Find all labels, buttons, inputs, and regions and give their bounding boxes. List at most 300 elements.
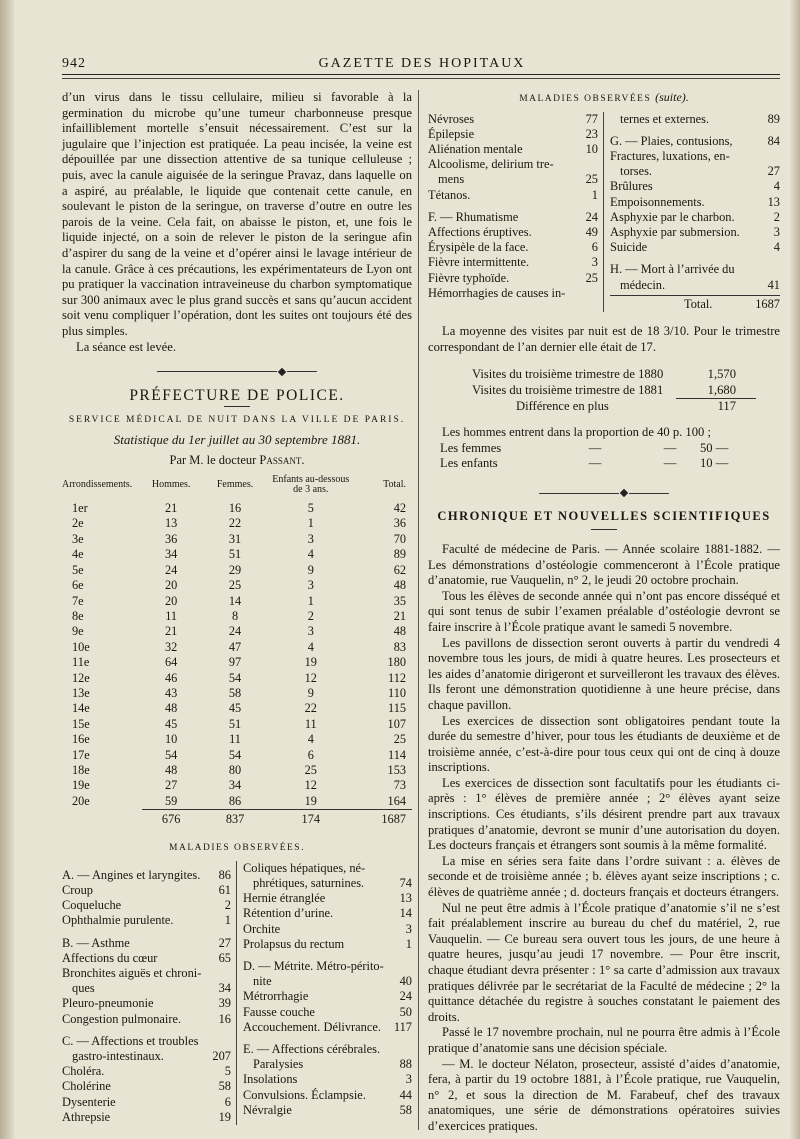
- cell-hommes: 10: [165, 732, 178, 747]
- disease-label: Asphyxie par le charbon.: [610, 209, 735, 224]
- list-item: [243, 922, 412, 937]
- table-row: [62, 501, 412, 516]
- proportion-value: 10 —: [700, 456, 729, 471]
- list-item: [62, 981, 231, 996]
- list-item: [610, 164, 780, 179]
- cell-femmes: 80: [228, 762, 242, 777]
- list-item: [62, 996, 231, 1011]
- disease-label: G. — Plaies, contusions,: [610, 133, 733, 148]
- category-row: [62, 936, 231, 951]
- chronique-paragraph: Tous les élèves de seconde année qui n’ont pas encore disséqué et qui sont tenus de subir l’examen préalable d’ostéologie devront se faire inscrire à l’École pratique avant le samedi 5 novembre.: [428, 588, 780, 634]
- list-item: [243, 1072, 412, 1087]
- page-number: 942: [62, 56, 86, 71]
- cell-arrondissement: 17e: [72, 747, 90, 762]
- disease-label: Cholérine: [62, 1079, 111, 1094]
- disease-label: Hernie étranglée: [243, 891, 326, 906]
- col-header-arr: Arrondissements.: [62, 479, 133, 491]
- table-row: [62, 763, 412, 778]
- cell-enfants: 4: [307, 639, 314, 654]
- disease-count: 58: [399, 1102, 412, 1117]
- cell-hommes: 48: [165, 762, 178, 777]
- cell-arrondissement: 8e: [72, 608, 84, 623]
- cell-total: 21: [393, 608, 406, 623]
- header-rule-thin: [62, 78, 780, 79]
- byline-name: Passant.: [259, 453, 305, 468]
- disease-label: F. — Rhumatisme: [428, 209, 519, 224]
- disease-label: nite: [253, 974, 272, 989]
- chronique-paragraph: Faculté de médecine de Paris. — Année scolaire 1881-1882. — Les démonstrations d’ostéologie commenceront à l’École pratique d’anatomie, rue Vauquelin, n° 2, le jeudi 20 octobre prochain.: [428, 541, 780, 588]
- list-item: [62, 1095, 231, 1110]
- cell-enfants: 6: [307, 747, 314, 762]
- cell-femmes: 51: [228, 716, 242, 731]
- list-item: [428, 286, 598, 301]
- list-item: [62, 1049, 231, 1064]
- disease-label: phrétiques, saturnines.: [253, 875, 365, 890]
- disease-label: Affections éruptives.: [428, 225, 532, 240]
- disease-label: Affections du cœur: [62, 950, 158, 965]
- cell-hommes: 43: [165, 685, 178, 700]
- moyenne-paragraph: La moyenne des visites par nuit est de 18 3/10. Pour le trimestre correspondant de l’an dernier elle était de 17.: [428, 324, 780, 354]
- suite-title: [428, 90, 780, 108]
- cell-total: 114: [388, 747, 406, 762]
- proportion-block: [428, 425, 780, 472]
- cell-arrondissement: 19e: [72, 778, 90, 793]
- total-cell: 676: [142, 810, 201, 830]
- cell-arrondissement: 9e: [72, 624, 84, 639]
- table-row: [62, 609, 412, 624]
- total-value: 1687: [755, 296, 780, 311]
- disease-count: [576, 157, 598, 172]
- disease-count: [390, 1042, 412, 1057]
- disease-count: 2: [773, 209, 780, 224]
- suite-title-suffix: (suite).: [655, 90, 689, 104]
- cell-enfants: 2: [307, 608, 314, 623]
- disease-label: Ophthalmie purulente.: [62, 913, 174, 928]
- chronique-paragraph: Nul ne peut être admis à l’École pratique d’anatomie s’il ne s’est fait préalablement inscrire au bureau du chef du matériel, 2, rue Vauquelin. — Ce bureau sera ouvert tous les jours, de une heure à quatre heures, jusqu’au jeudi 17 novembre. — Pour être inscrit, chaque étudiant devra présenter : 1° sa carte d’admission aux travaux pratiques délivrée par le secrétariat de la Faculté de médecine ; 2° la quittance détachée du registre à souches constatant le paiement des droits.: [428, 900, 780, 1024]
- table-row: [62, 594, 412, 609]
- disease-count: 13: [767, 194, 780, 209]
- list-item: [243, 1103, 412, 1118]
- maladies-title: MALADIES OBSERVÉES.: [169, 843, 305, 854]
- journal-title: GAZETTE DES HOPITAUX: [318, 56, 526, 71]
- table-row: [62, 748, 412, 763]
- category-row: [610, 134, 780, 149]
- disease-label: D. — Métrite. Métro-périto-: [243, 959, 384, 973]
- title-rule: [224, 406, 250, 407]
- table-row: [62, 640, 412, 655]
- byline-prefix: Par M. le docteur: [169, 453, 257, 468]
- difference-value: 117: [717, 399, 736, 414]
- maladies-left-list: [62, 861, 237, 1125]
- difference-label: Différence en plus: [516, 399, 609, 414]
- cell-hommes: 11: [165, 608, 178, 623]
- cell-hommes: 13: [165, 516, 178, 531]
- disease-count: 117: [393, 1019, 412, 1034]
- cell-total: 73: [393, 778, 406, 793]
- disease-count: 14: [399, 906, 412, 921]
- cell-arrondissement: 13e: [72, 685, 90, 700]
- list-item: [610, 278, 780, 293]
- disease-count: 24: [585, 209, 598, 224]
- disease-count: 44: [399, 1087, 412, 1102]
- disease-label: Alcoolisme, delirium tre-: [428, 157, 554, 172]
- visit-label: Visites du troisième trimestre de 1881: [472, 382, 664, 397]
- list-item: [428, 172, 598, 187]
- list-item: [243, 937, 412, 952]
- table-row: [62, 686, 412, 701]
- table-row: [62, 671, 412, 686]
- cell-femmes: 54: [228, 747, 242, 762]
- disease-label: Prolapsus du rectum: [243, 936, 345, 951]
- cell-femmes: 14: [228, 593, 242, 608]
- disease-count: 4: [773, 179, 780, 194]
- disease-label: E. — Affections cérébrales.: [243, 1042, 381, 1057]
- cell-arrondissement: 14e: [72, 701, 90, 716]
- cell-hommes: 21: [165, 501, 178, 516]
- col-header-hommes: Hommes.: [151, 479, 191, 491]
- disease-label: Orchite: [243, 921, 281, 936]
- list-item: [62, 1110, 231, 1125]
- list-item: [610, 240, 780, 255]
- disease-count: 88: [399, 1057, 412, 1072]
- disease-count: 27: [218, 935, 231, 950]
- cell-hommes: 48: [165, 701, 178, 716]
- table-row: [62, 516, 412, 531]
- cell-arrondissement: 10e: [72, 639, 90, 654]
- cell-hommes: 21: [165, 624, 178, 639]
- disease-count: 74: [399, 875, 412, 890]
- cell-arrondissement: 7e: [72, 593, 84, 608]
- disease-count: [758, 149, 780, 164]
- arrondissement-table: [62, 475, 412, 829]
- disease-label: Fractures, luxations, en-: [610, 149, 730, 163]
- disease-label: Pleuro-pneumonie: [62, 996, 154, 1011]
- cell-enfants: 25: [304, 762, 317, 777]
- cell-femmes: 29: [228, 562, 242, 577]
- disease-label: Coqueluche: [62, 898, 122, 913]
- closing-line: La séance est levée.: [76, 339, 176, 354]
- list-item: [62, 898, 231, 913]
- disease-count: [209, 1034, 231, 1049]
- disease-label: Coliques hépatiques, né-: [243, 860, 366, 875]
- table-row: [62, 532, 412, 547]
- cell-total: 89: [393, 547, 406, 562]
- disease-count: 1: [405, 936, 412, 951]
- disease-label: gastro-intestinaux.: [72, 1049, 164, 1064]
- list-item: [243, 1020, 412, 1035]
- disease-count: 86: [218, 867, 231, 882]
- cell-hommes: 27: [165, 778, 178, 793]
- suite-title-main: MALADIES OBSERVÉES: [519, 94, 652, 104]
- cell-hommes: 46: [165, 670, 178, 685]
- list-item: [610, 225, 780, 240]
- list-item: [610, 179, 780, 194]
- total-cell: 1687: [352, 810, 412, 830]
- proportion-dash: —: [588, 456, 602, 471]
- cell-hommes: 24: [165, 562, 178, 577]
- col-header-femmes: Femmes.: [216, 479, 254, 491]
- statistic-line: Statistique du 1er juillet au 30 septembre 1881.: [113, 431, 361, 447]
- cell-total: 164: [387, 793, 406, 808]
- list-item: [62, 1079, 231, 1094]
- cell-enfants: 3: [307, 531, 314, 546]
- disease-count: 39: [218, 996, 231, 1011]
- disease-label: Bronchites aiguës et chroni-: [62, 966, 202, 980]
- list-item: [428, 142, 598, 157]
- list-item: [428, 271, 598, 286]
- cell-arrondissement: 12e: [72, 670, 90, 685]
- list-item: [428, 127, 598, 142]
- list-item: [428, 157, 598, 172]
- cell-enfants: 12: [304, 778, 317, 793]
- cell-arrondissement: 5e: [72, 562, 84, 577]
- cell-femmes: 25: [228, 578, 242, 593]
- disease-count: 58: [218, 1079, 231, 1094]
- disease-count: 27: [767, 164, 780, 179]
- disease-label: Empoisonnements.: [610, 194, 705, 209]
- col-header-total: Total.: [383, 479, 406, 491]
- visit-row: [428, 383, 780, 399]
- cell-femmes: 45: [228, 701, 242, 716]
- disease-count: 16: [218, 1011, 231, 1026]
- cell-femmes: 16: [228, 501, 242, 516]
- table-body: [62, 501, 412, 829]
- chronique-paragraph: Les exercices de dissection sont facultatifs pour les étudiants ci-après : 1° élèves de première année ; 2° élèves ayant seize inscriptions. Ces étudiants, s’ils désirent prendre part aux travaux pratiques d’anatomie, devront se munir d’une autorisation du doyen. Les docteurs français et étrangers sont soumis à la même formalité.: [428, 775, 780, 853]
- disease-count: 4: [773, 240, 780, 255]
- list-item: [243, 1005, 412, 1020]
- list-item: [610, 195, 780, 210]
- disease-count: 6: [224, 1094, 231, 1109]
- cell-total: 48: [393, 578, 406, 593]
- disease-count: 49: [585, 225, 598, 240]
- proportion-who: Les femmes: [440, 440, 502, 455]
- disease-label: Athrepsie: [62, 1109, 111, 1124]
- visit-value: 1,680: [707, 382, 736, 397]
- cell-total: 62: [393, 562, 406, 577]
- visit-row: [428, 367, 780, 383]
- page-edge-right: [790, 0, 800, 1139]
- disease-label: Érysipèle de la face.: [428, 240, 529, 255]
- difference-row: [428, 399, 780, 415]
- cell-total: 48: [393, 624, 406, 639]
- category-row: [62, 1034, 231, 1049]
- cell-enfants: 4: [307, 547, 314, 562]
- list-item: [428, 188, 598, 203]
- cell-total: 112: [388, 670, 406, 685]
- disease-label: Hémorrhagies de causes in-: [428, 285, 566, 300]
- cell-enfants: 19: [304, 655, 317, 670]
- cell-total: 42: [393, 501, 406, 516]
- disease-label: Insolations: [243, 1072, 298, 1087]
- table-row: [62, 655, 412, 670]
- cell-enfants: 5: [307, 501, 314, 516]
- list-item: [62, 913, 231, 928]
- cell-hommes: 32: [165, 639, 178, 654]
- left-column: [62, 90, 412, 1125]
- disease-label: Fièvre typhoïde.: [428, 270, 510, 285]
- cell-femmes: 51: [228, 547, 242, 562]
- disease-label: Paralysies: [253, 1057, 304, 1072]
- disease-label: Convulsions. Éclampsie.: [243, 1087, 366, 1102]
- totals-row: [62, 810, 412, 830]
- disease-label: Congestion pulmonaire.: [62, 1011, 182, 1026]
- prefecture-title: PRÉFECTURE DE POLICE.: [129, 386, 345, 404]
- disease-label: ques: [72, 981, 95, 996]
- list-item: [428, 112, 598, 127]
- disease-count: 50: [399, 1004, 412, 1019]
- cell-hommes: 34: [165, 547, 178, 562]
- cell-arrondissement: 3e: [72, 531, 84, 546]
- disease-label: Dysenterie: [62, 1094, 116, 1109]
- chronique-paragraph: Les pavillons de dissection seront ouverts à partir du vendredi 4 novembre tous les jours, de midi à quatre heures. Les prosecteurs et les aides d’anatomie dirigeront et surveilleront les travaux des élèves. Ils feront une démonstration quotidienne à une heure précise, dans chaque pavillon.: [428, 635, 780, 712]
- disease-count: 3: [773, 225, 780, 240]
- byline: [62, 453, 412, 469]
- total-row: [610, 295, 780, 312]
- table-row: [62, 701, 412, 716]
- page-header: [62, 56, 782, 76]
- disease-count: 3: [405, 1072, 412, 1087]
- disease-count: [390, 959, 412, 974]
- cell-total: 36: [393, 516, 406, 531]
- disease-label: Rétention d’urine.: [243, 906, 334, 921]
- cell-hommes: 64: [165, 655, 178, 670]
- chronique-paragraph: Passé le 17 novembre prochain, nul ne pourra être admis à l’École pratique d’anatomie sans une décision spéciale.: [428, 1025, 780, 1055]
- cell-enfants: 22: [304, 701, 317, 716]
- cell-hommes: 20: [165, 593, 178, 608]
- prefecture-subtitle: SERVICE MÉDICAL DE NUIT DANS LA VILLE DE PARIS.: [68, 415, 406, 426]
- disease-count: 25: [585, 270, 598, 285]
- cell-enfants: 9: [307, 685, 314, 700]
- cell-femmes: 31: [228, 531, 242, 546]
- list-item: [243, 861, 412, 876]
- cell-femmes: 34: [228, 778, 242, 793]
- proportion-value: 50 —: [700, 440, 729, 455]
- cell-hommes: 45: [165, 716, 178, 731]
- cell-total: 115: [388, 701, 406, 716]
- disease-label: Épilepsie: [428, 126, 475, 141]
- cell-enfants: 1: [307, 516, 314, 531]
- disease-label: torses.: [620, 164, 653, 179]
- disease-count: 23: [585, 126, 598, 141]
- disease-label: Névralgie: [243, 1102, 292, 1117]
- cell-femmes: 8: [231, 608, 239, 623]
- disease-count: 40: [399, 974, 412, 989]
- proportion-row: [428, 456, 780, 472]
- disease-count: 1: [591, 187, 598, 202]
- list-item: [62, 951, 231, 966]
- cell-femmes: 11: [229, 732, 241, 747]
- list-item: [62, 1012, 231, 1027]
- disease-count: [209, 966, 231, 981]
- cell-hommes: 54: [165, 747, 178, 762]
- disease-count: 89: [767, 111, 780, 126]
- cell-enfants: 19: [304, 793, 317, 808]
- chronique-rule: [591, 529, 617, 530]
- disease-count: 65: [218, 950, 231, 965]
- disease-count: 41: [767, 277, 780, 292]
- disease-label: H. — Mort à l’arrivée du: [610, 262, 735, 277]
- disease-label: Brûlures: [610, 179, 653, 194]
- category-row: [243, 1042, 412, 1057]
- disease-label: Asphyxie par submersion.: [610, 225, 740, 240]
- category-row: [62, 868, 231, 883]
- proportion-dash: —: [663, 440, 677, 455]
- cell-total: 180: [387, 655, 406, 670]
- disease-label: Choléra.: [62, 1064, 105, 1079]
- list-item: [428, 240, 598, 255]
- cell-arrondissement: 11e: [72, 655, 90, 670]
- cell-total: 70: [393, 531, 406, 546]
- proportion-dash: —: [663, 456, 677, 471]
- cell-femmes: 24: [228, 624, 242, 639]
- cell-total: 83: [393, 639, 406, 654]
- list-item: [243, 1057, 412, 1072]
- disease-label: C. — Affections et troubles: [62, 1033, 199, 1048]
- disease-label: Accouchement. Délivrance.: [243, 1019, 381, 1034]
- disease-label: Suicide: [610, 240, 648, 255]
- cell-femmes: 47: [228, 639, 242, 654]
- cell-arrondissement: 2e: [72, 516, 84, 531]
- disease-label: Croup: [62, 882, 93, 897]
- disease-label: Tétanos.: [428, 187, 471, 202]
- column-divider: [418, 90, 419, 1130]
- proportion-dash: —: [588, 440, 602, 455]
- cell-femmes: 97: [228, 655, 242, 670]
- disease-label: Aliénation mentale: [428, 142, 523, 156]
- chronique-paragraph: La mise en séries sera faite dans l’ordre suivant : a. élèves de seconde et de troisième année ; b. élèves ayant seize inscriptions ; c. élèves de quatrième année ; d. docteurs français et docteurs étrangers.: [428, 853, 780, 900]
- table-row: [62, 563, 412, 578]
- right-column: [428, 90, 780, 1135]
- cell-total: 110: [388, 685, 406, 700]
- disease-label: médecin.: [620, 277, 666, 292]
- table-row: [62, 578, 412, 593]
- table-row: [62, 624, 412, 639]
- chronique-body: [428, 542, 780, 1135]
- list-item: [62, 966, 231, 981]
- cell-hommes: 36: [165, 531, 178, 546]
- cell-total: 107: [387, 716, 406, 731]
- disease-count: 2: [224, 898, 231, 913]
- chronique-title: CHRONIQUE ET NOUVELLES SCIENTIFIQUES: [437, 509, 771, 524]
- table-row: [62, 778, 412, 793]
- page-edge-left: [0, 0, 14, 1139]
- disease-count: 24: [399, 989, 412, 1004]
- disease-count: 25: [585, 172, 598, 187]
- total-label: Total.: [684, 296, 713, 311]
- disease-label: Névroses: [428, 111, 475, 126]
- category-row: [610, 262, 780, 277]
- cell-femmes: 22: [228, 516, 242, 531]
- cell-enfants: 4: [307, 732, 314, 747]
- list-item: [62, 883, 231, 898]
- list-item: [610, 210, 780, 225]
- disease-count: [576, 286, 598, 301]
- proportion-intro: Les hommes entrent dans la proportion de 40 p. 100 ;: [442, 425, 711, 439]
- intro-paragraph: d’un virus dans le tissu cellulaire, milieu si favorable à la germination du microbe qu’une tumeur charbonneuse presque infailliblement mortelle s’ensuit nécessairement. C’est sur la jugulaire que l’injection est pratiquée. La peau incisée, la veine est dépouillée par une dissection attentive de sa tunique celluleuse ; puis, avec la canule aiguisée de la seringue Pravaz, dans laquelle on a aspiré, au préalable, le liquide que contenait cette canule, en soulevant le piston de la seringue, on traverse d’outre en outre les parois de la veine. Cela fait, on abaisse le piston, et, une fois le liquide injecté, on a soin de relever le piston de la seringue afin d’aspirer du sang de la veine et d’opérer ainsi le lavage intérieur de la canule. Grâce à ces précautions, les expérimentateurs de Lyon ont pu pratiquer la vaccination intraveineuse du charbon symptomatique sur 300 animaux avec le plus grand succès et sans qu’aucun accident soit venu compliquer l’opération, dont les suites ont toujours été des plus simples.: [62, 90, 412, 338]
- cell-arrondissement: 18e: [72, 762, 90, 777]
- section-ornament: [62, 364, 412, 380]
- disease-count: [390, 861, 412, 876]
- disease-count: 13: [399, 891, 412, 906]
- disease-label: Fausse couche: [243, 1004, 315, 1019]
- cell-arrondissement: 20e: [72, 794, 90, 809]
- table-row: [62, 547, 412, 562]
- table-row: [62, 717, 412, 732]
- disease-count: 207: [212, 1049, 231, 1064]
- col-header-enfants: Enfants au-dessous de 3 ans.: [272, 474, 350, 496]
- cell-femmes: 86: [228, 793, 242, 808]
- cell-total: 35: [393, 593, 406, 608]
